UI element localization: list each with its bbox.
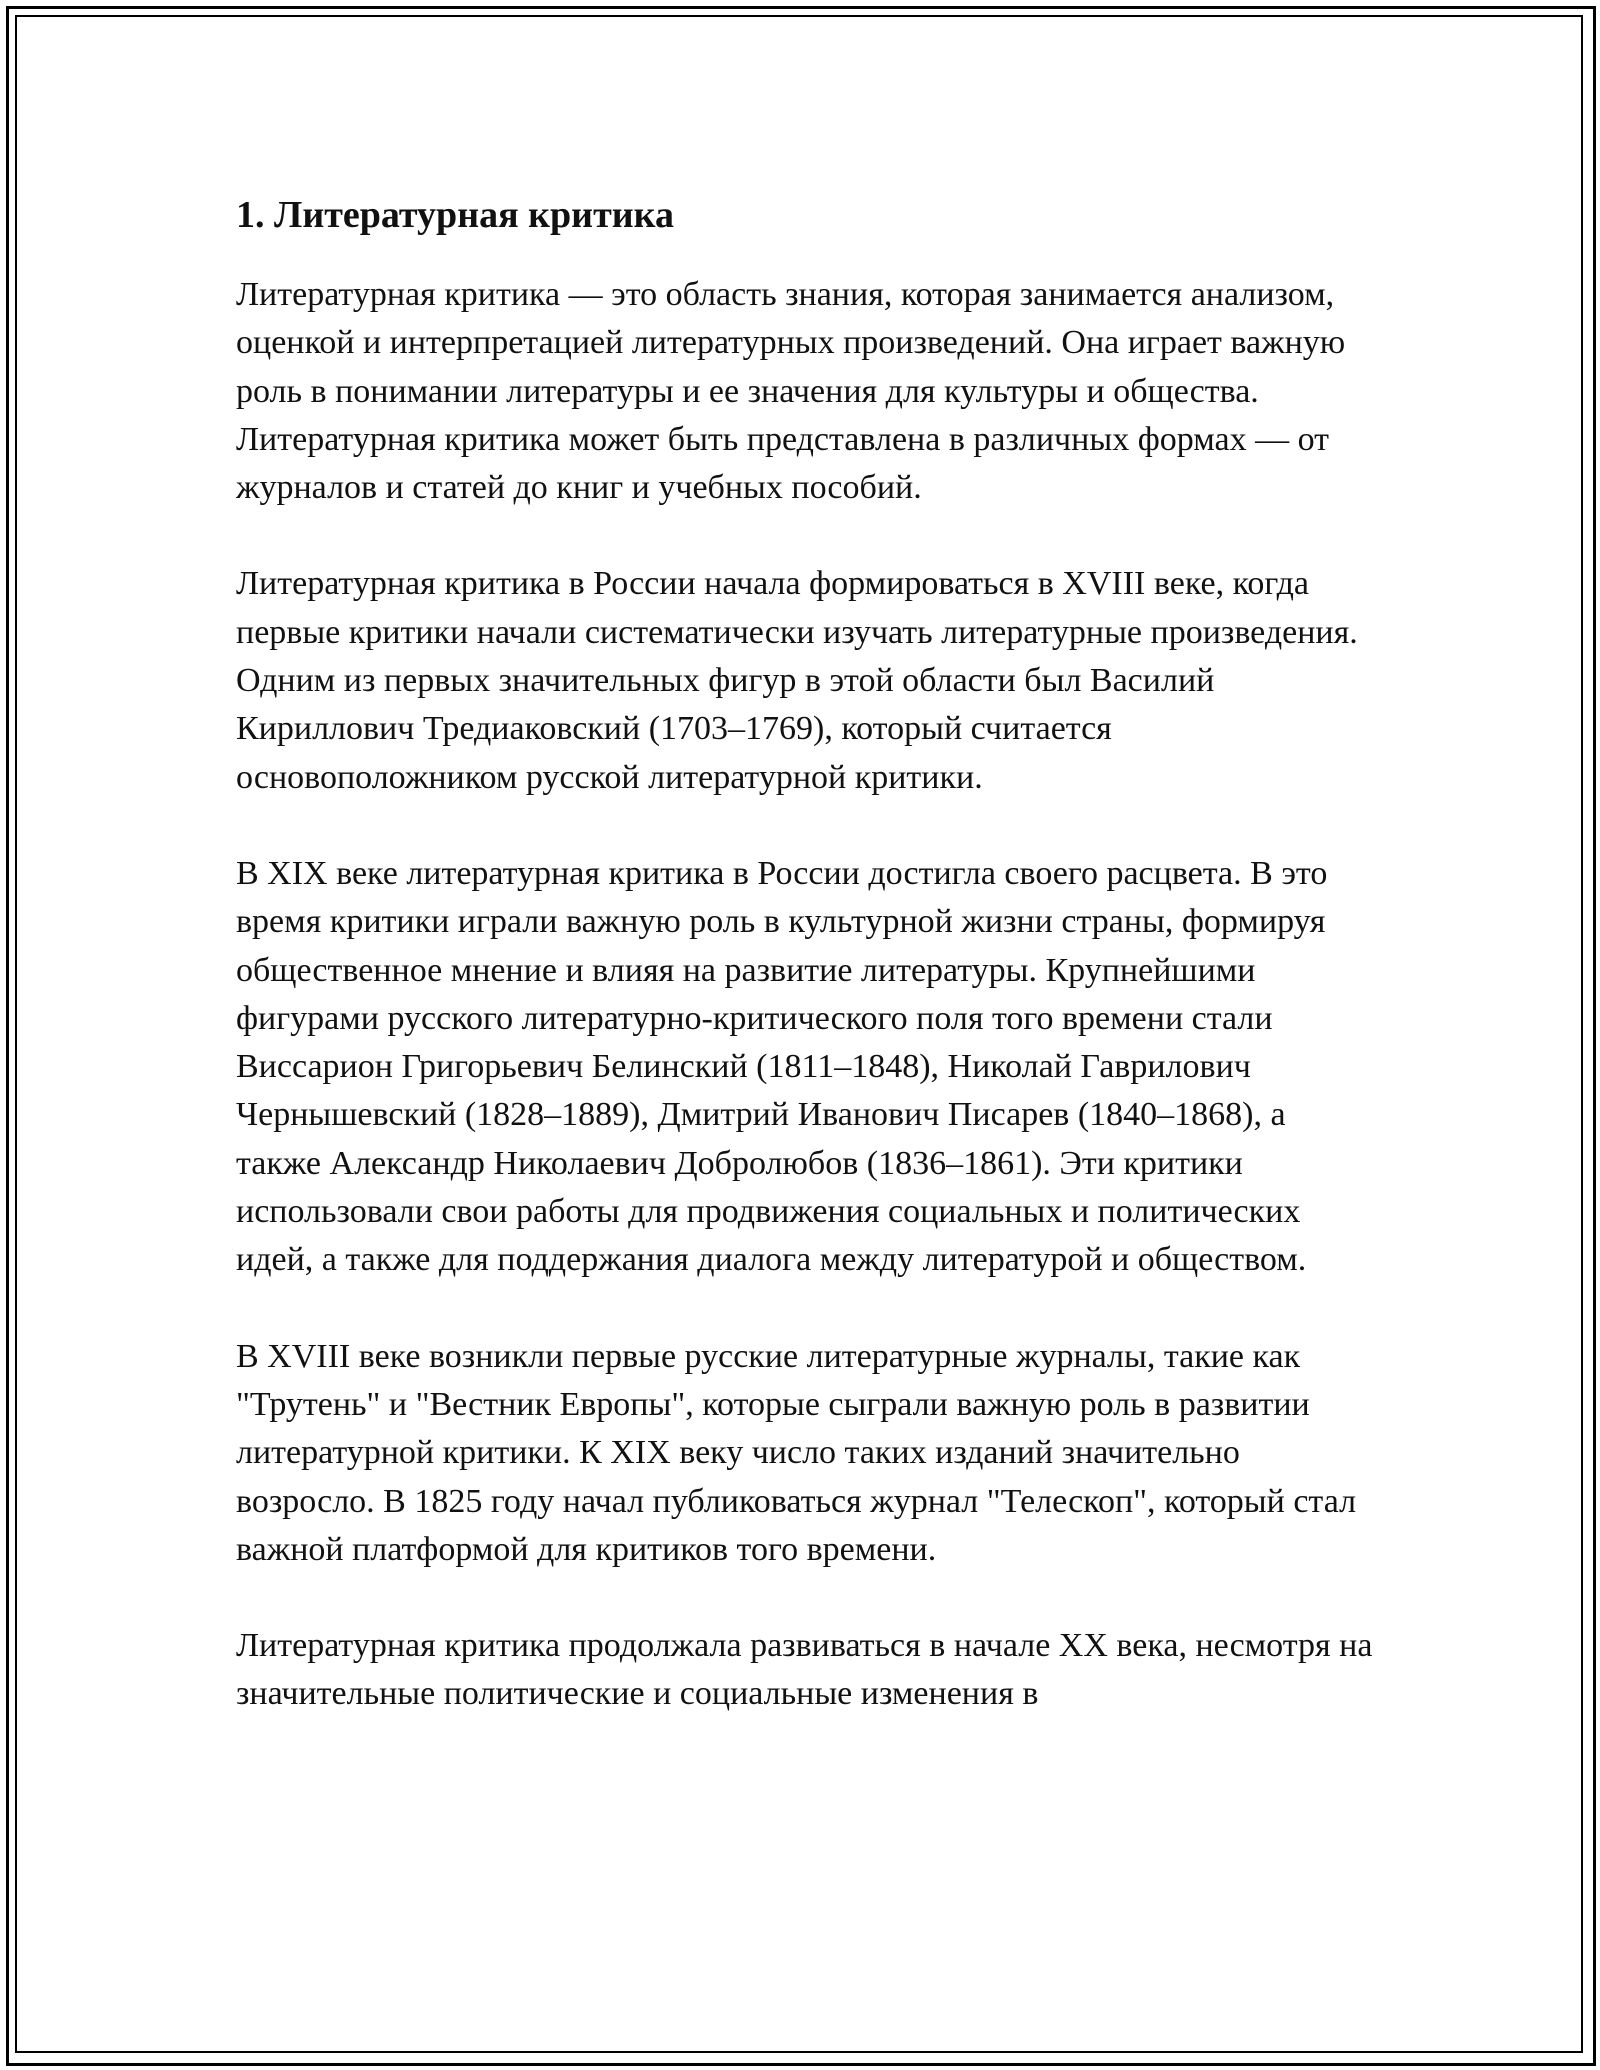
document-page — [236, 185, 1376, 1719]
paragraph-origins: Литературная критика в России начала формироваться в XVIII веке, когда первые критики начали систематически изучать литературные произведения. Одним из первых значительных фигур в этой области был Василий Кириллович Тредиаковский (1703–1769), который считается основоположником русской литературной критики. — [236, 565, 1358, 796]
section-heading: 1. Литературная критика — [236, 194, 674, 236]
paragraph-nineteenth-century: В XIX веке литературная критика в России достигла своего расцвета. В это время критики играли важную роль в культурной жизни страны, формируя общественное мнение и влияя на развитие литературы. Крупнейшими фигурами русского литературно-критического поля того времени стали Виссарион Григорьевич Белинский (1811–1848), Николай Гаврилович Чернышевский (1828–1889), Дмитрий Иванович Писарев (1840–1868), а также Александр Николаевич Добролюбов (1836–1861). Эти критики использовали свои работы для продвижения социальных и политических идей, а также для поддержания диалога между литературой и обществом. — [236, 854, 1328, 1279]
paragraph-journals: В XVIII веке возникли первые русские литературные журналы, такие как "Трутень" и "Вестник Европы", которые сыграли важную роль в развитии литературной критики. К XIX веку число таких изданий значительно возросло. В 1825 году начал публиковаться журнал "Телескоп", который стал важной платформой для критиков того времени. — [236, 1337, 1357, 1568]
paragraph-twentieth-century: Литературная критика продолжала развиваться в начале XX века, несмотря на значительные политические и социальные изменения в — [236, 1627, 1373, 1713]
paragraph-definition: Литературная критика — это область знания, которая занимается анализом, оценкой и интерпретацией литературных произведений. Она играет важную роль в понимании литературы и ее значения для культуры и общества. Литературная критика может быть представлена в различных формах — от журналов и статей до книг и учебных пособий. — [236, 276, 1346, 507]
